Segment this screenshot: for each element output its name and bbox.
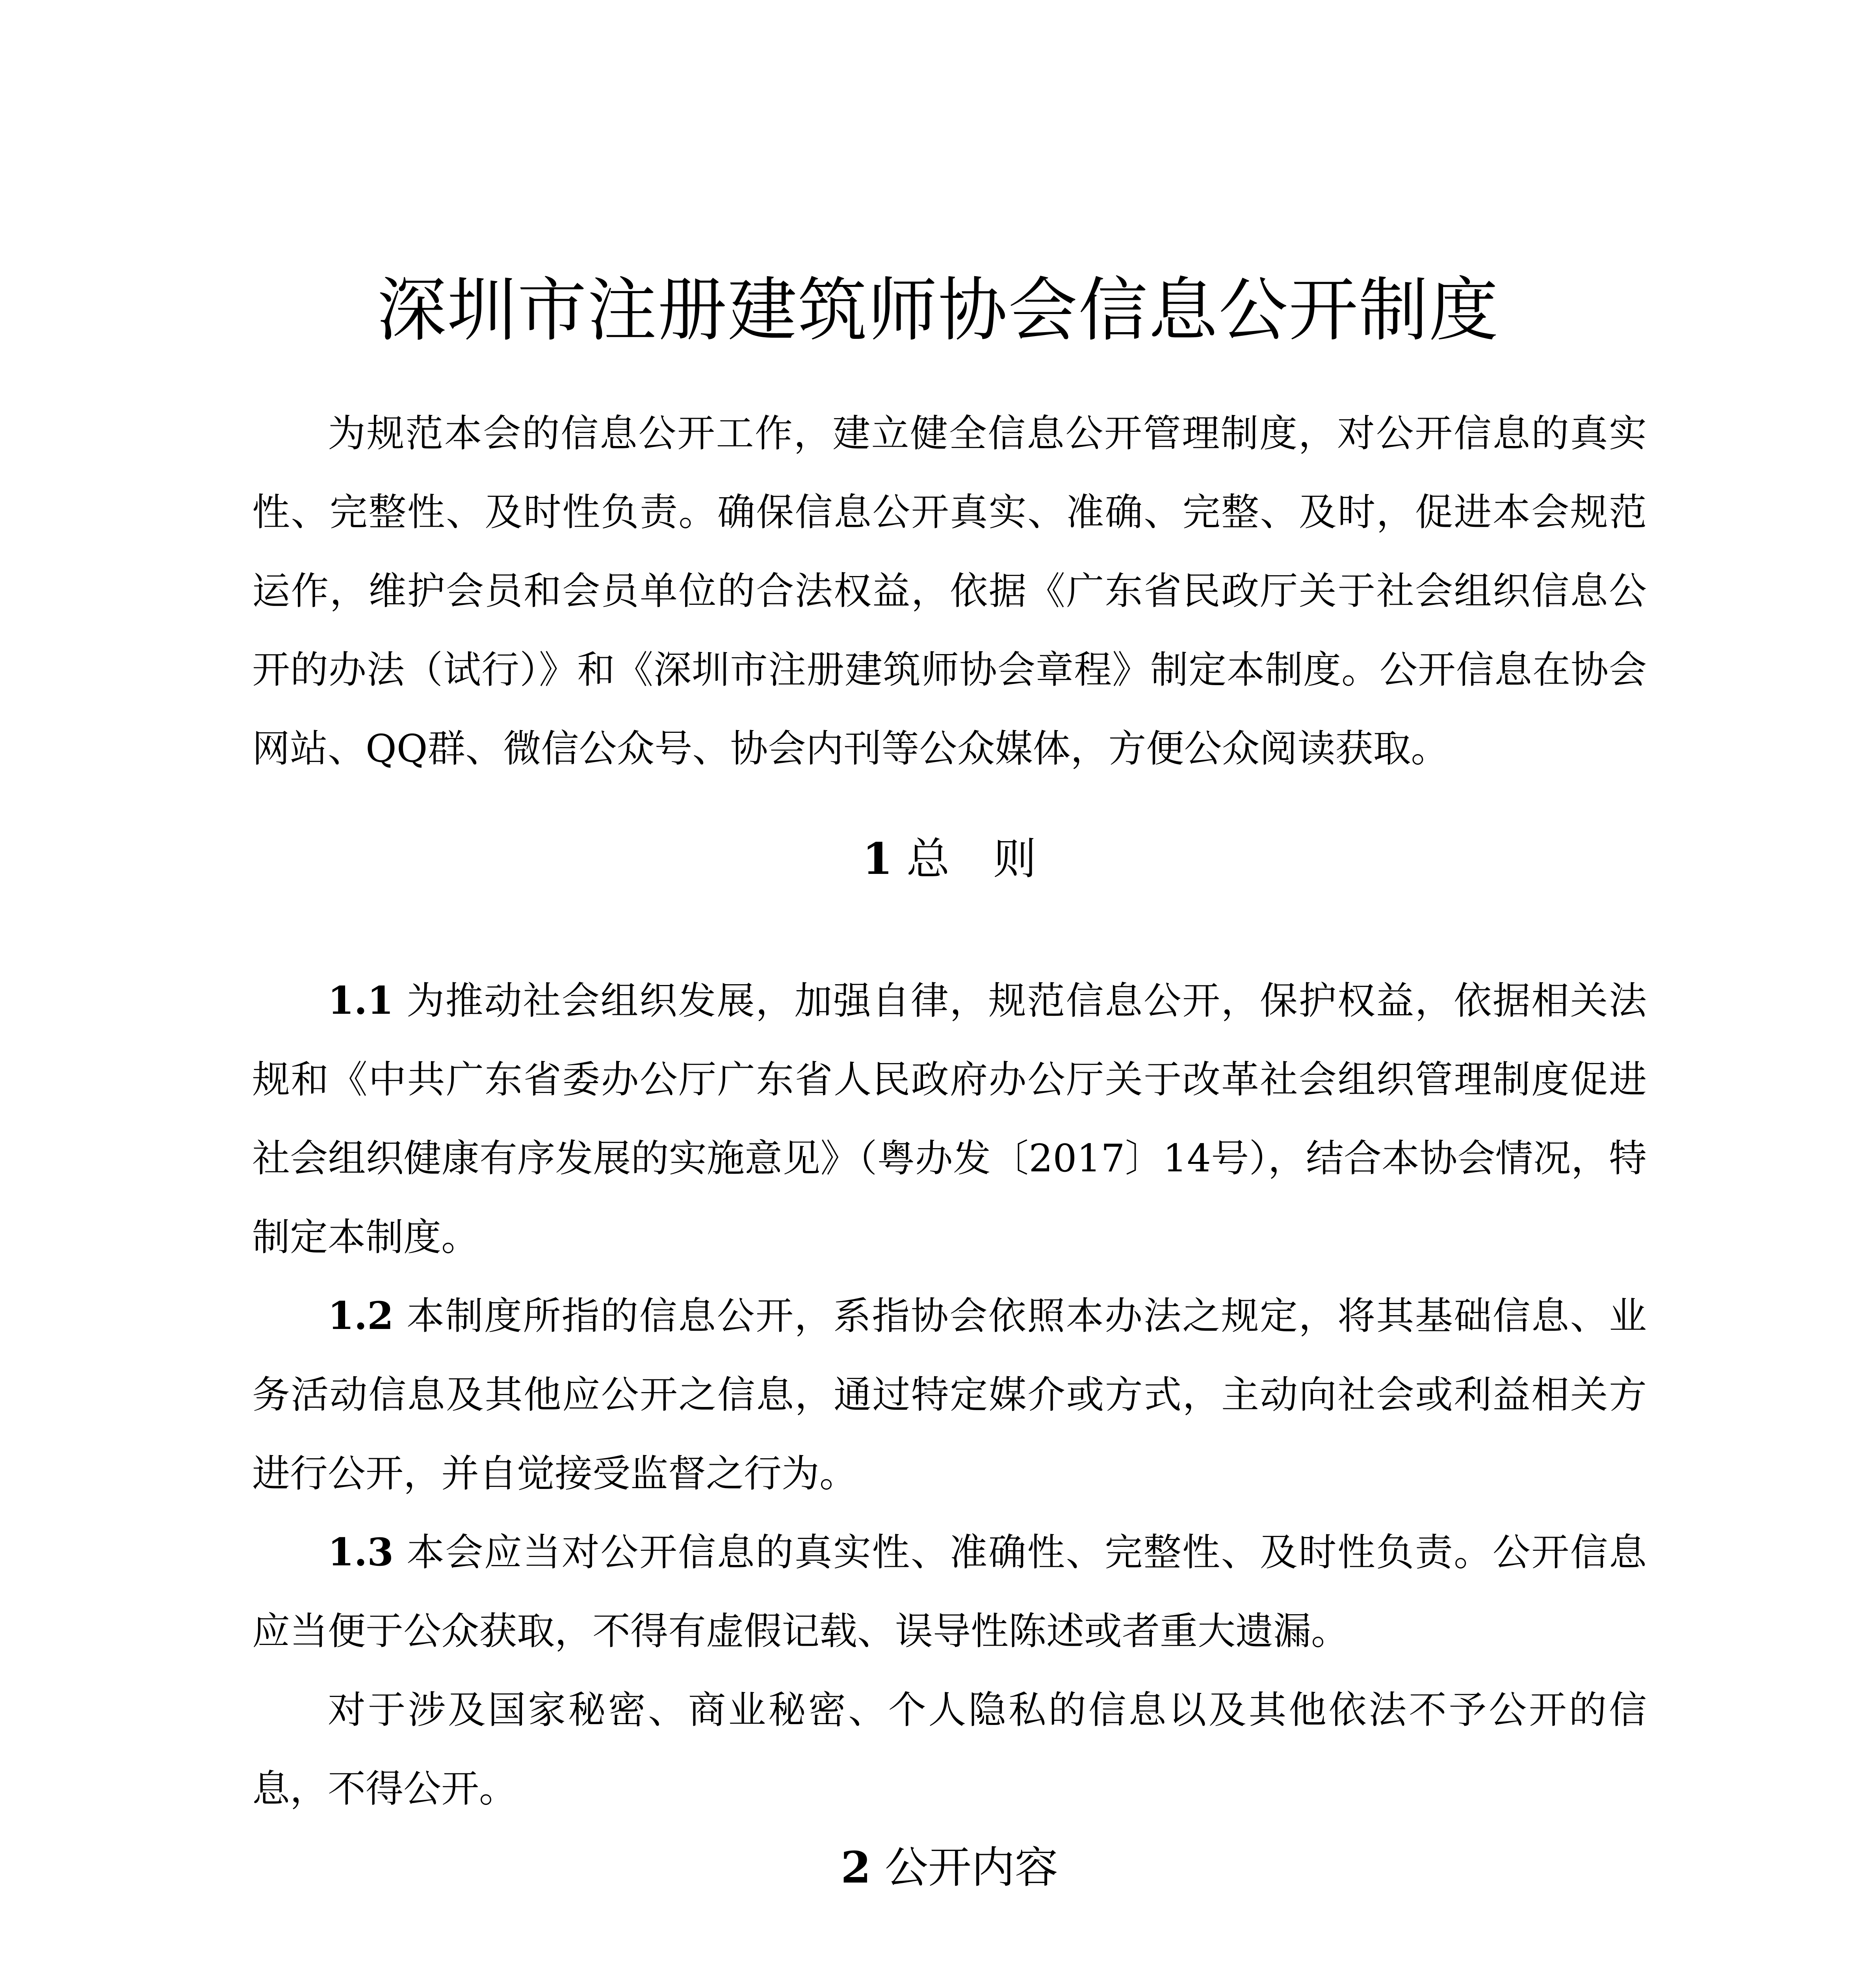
- preamble-block: [252, 394, 1647, 788]
- clause-paragraph: [252, 1671, 1647, 1828]
- section-2-body: [252, 1968, 1647, 1970]
- clause-text: 对于涉及国家秘密、商业秘密、个人隐私的信息以及其他依法不予公开的信息，不得公开。: [252, 1688, 1647, 1811]
- clause-text: 本制度所指的信息公开，系指协会依照本办法之规定，将其基础信息、业务活动信息及其他应公开之信息，通过特定媒介或方式，主动向社会或利益相关方进行公开，并自觉接受监督之行为。: [252, 1294, 1647, 1496]
- clause-number: 1.2: [328, 1294, 394, 1338]
- clause-paragraph: [252, 1277, 1647, 1513]
- section-title: 公开内容: [884, 1842, 1058, 1893]
- document-title: 深圳市注册建筑师协会信息公开制度: [377, 269, 1499, 351]
- clause-number: 1.3: [328, 1530, 394, 1574]
- clause-text: 为推动社会组织发展，加强自律，规范信息公开，保护权益，依据相关法规和《中共广东省委办公厅广东省人民政府办公厅关于改革社会组织管理制度促进社会组织健康有序发展的实施意见》（粤办发〔2017〕14号），结合本协会情况，特制定本制度。: [252, 979, 1647, 1259]
- section-number: 2: [841, 1842, 871, 1893]
- preamble-paragraph: 为规范本会的信息公开工作，建立健全信息公开管理制度，对公开信息的真实性、完整性、及时性负责。确保信息公开真实、准确、完整、及时，促进本会规范运作，维护会员和会员单位的合法权益，依据《广东省民政厅关于社会组织信息公开的办法（试行）》和《深圳市注册建筑师协会章程》制定本制度。公开信息在协会网站、QQ群、微信公众号、协会内刊等公众媒体，方便公众阅读获取。: [252, 411, 1647, 771]
- section-title: 总 则: [906, 834, 1036, 884]
- section-heading-2: [252, 1828, 1647, 1907]
- clause-text: 本会应当对公开信息的真实性、准确性、完整性、及时性负责。公开信息应当便于公众获取，不得有虚假记载、误导性陈述或者重大遗漏。: [252, 1530, 1647, 1653]
- clause-number: 1.1: [328, 978, 394, 1023]
- section-number: 1: [862, 833, 893, 884]
- clause-paragraph: [252, 1968, 1647, 1970]
- section-1-body: [252, 961, 1647, 1828]
- clause-paragraph: [252, 961, 1647, 1277]
- section-heading-1: [252, 820, 1647, 898]
- clause-paragraph: [252, 1513, 1647, 1671]
